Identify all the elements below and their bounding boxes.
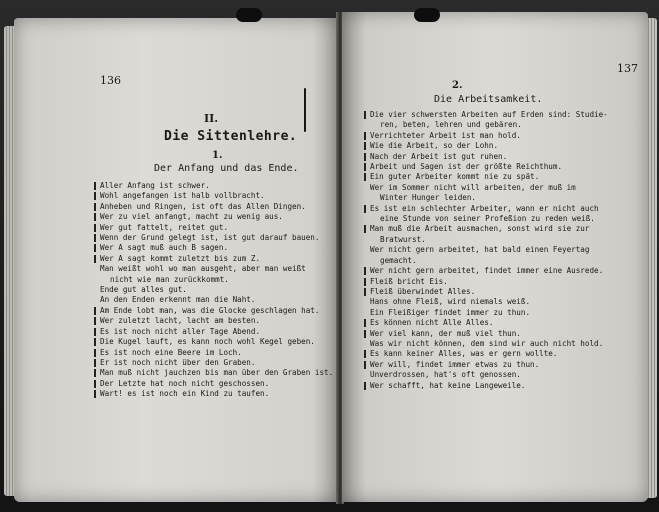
proverb-text: Wer gut fattelt, reitet gut. <box>100 222 229 232</box>
left-page <box>14 18 338 502</box>
margin-mark <box>94 255 96 263</box>
margin-mark <box>364 153 366 161</box>
proverb-line <box>100 254 333 264</box>
margin-mark <box>94 328 96 336</box>
margin-mark <box>364 267 366 275</box>
proverb-text: Wer nicht gern arbeitet, hat bald einen Feyertag <box>370 245 590 255</box>
proverb-line <box>370 381 608 391</box>
proverb-list-right <box>370 110 608 391</box>
right-page <box>342 12 648 502</box>
proverb-line <box>370 193 608 203</box>
proverb-line <box>370 131 608 141</box>
margin-mark <box>94 359 96 367</box>
margin-mark <box>94 234 96 242</box>
proverb-list-left <box>100 181 333 400</box>
proverb-text: Verrichteter Arbeit ist man hold. <box>370 130 521 140</box>
margin-mark <box>94 390 96 398</box>
proverb-line <box>370 172 608 182</box>
proverb-line <box>370 277 608 287</box>
margin-mark <box>94 349 96 357</box>
proverb-text: Fleiß überwindet Alles. <box>370 286 476 296</box>
proverb-text: Wenn der Grund gelegt ist, ist gut darauf bauen. <box>100 233 320 243</box>
proverb-line <box>100 389 333 399</box>
binding-clip-right <box>414 8 440 22</box>
proverb-text: Winter Hunger leiden. <box>380 193 477 203</box>
proverb-text: Wer zu viel anfangt, macht zu wenig aus. <box>100 212 283 222</box>
chapter-number: 2. <box>452 80 463 91</box>
proverb-text: Wer A sagt muß auch B sagen. <box>100 243 229 253</box>
proverb-text: Man muß nicht jauchzen bis man über den Graben ist. <box>100 368 334 378</box>
proverb-line <box>100 316 333 326</box>
proverb-text: Wer nicht gern arbeitet, findet immer eine Ausrede. <box>370 266 604 276</box>
proverb-line <box>100 233 333 243</box>
page-number-right: 137 <box>617 62 638 75</box>
margin-mark <box>94 203 96 211</box>
proverb-line <box>370 152 608 162</box>
proverb-text: Aller Anfang ist schwer. <box>100 181 210 190</box>
proverb-text: Es kann keiner Alles, was er gern wollte. <box>370 349 558 359</box>
section-number: II. <box>204 112 219 125</box>
chapter-title: Die Arbeitsamkeit. <box>434 94 543 105</box>
proverb-text: Unverdrossen, hat's oft genossen. <box>370 370 521 380</box>
proverb-text: Wer will, findet immer etwas zu thun. <box>370 359 540 369</box>
margin-mark <box>364 132 366 140</box>
proverb-text: Er ist noch nicht über den Graben. <box>100 357 256 367</box>
proverb-text: Die Kugel lauft, es kann noch wohl Kegel geben. <box>100 337 315 347</box>
proverb-text: Wer zuletzt lacht, lacht am besten. <box>100 316 261 326</box>
proverb-line <box>370 287 608 297</box>
margin-mark <box>94 192 96 200</box>
margin-mark <box>364 361 366 369</box>
margin-mark <box>364 173 366 181</box>
proverb-text: Es können nicht Alle Alles. <box>370 318 494 328</box>
proverb-text: Nach der Arbeit ist gut ruhen. <box>370 151 508 161</box>
proverb-text: ren, beten, lehren und gebären. <box>380 120 522 130</box>
proverb-line <box>100 358 333 368</box>
proverb-line <box>370 360 608 370</box>
proverb-text: Arbeit und Sagen ist der größte Reichthum. <box>370 162 563 172</box>
proverb-text: eine Stunde von seiner Profeßion zu reden weiß. <box>380 214 595 224</box>
margin-mark <box>94 380 96 388</box>
proverb-line <box>100 306 333 316</box>
proverb-line <box>370 120 608 130</box>
proverb-text: Es ist noch eine Beere im Loch. <box>100 347 242 357</box>
proverb-line <box>100 223 333 233</box>
proverb-line <box>370 339 608 349</box>
proverb-line <box>370 370 608 380</box>
proverb-text: Ein Fleißiger findet immer zu thun. <box>370 307 531 317</box>
proverb-line <box>100 327 333 337</box>
proverb-line <box>370 162 608 172</box>
proverb-text: Anheben und Ringen, ist oft das Allen Dingen. <box>100 201 306 211</box>
proverb-text: Wer im Sommer nicht will arbeiten, der muß im <box>370 182 576 192</box>
proverb-line <box>100 181 333 191</box>
proverb-line <box>370 141 608 151</box>
proverb-line <box>370 110 608 120</box>
margin-mark <box>364 350 366 358</box>
proverb-line <box>370 183 608 193</box>
margin-mark <box>364 330 366 338</box>
proverb-line <box>100 202 333 212</box>
binding-clip-left <box>236 8 262 22</box>
page-number-left: 136 <box>100 74 121 87</box>
proverb-text: nicht wie man zurückkommt. <box>110 274 229 284</box>
margin-mark <box>364 319 366 327</box>
proverb-line <box>370 297 608 307</box>
proverb-text: Wer viel kann, der muß viel thun. <box>370 328 521 338</box>
proverb-line <box>100 348 333 358</box>
proverb-line <box>100 285 333 295</box>
proverb-line <box>370 308 608 318</box>
proverb-line <box>100 243 333 253</box>
margin-mark <box>94 244 96 252</box>
margin-mark <box>94 369 96 377</box>
proverb-line <box>100 295 333 305</box>
margin-mark <box>364 288 366 296</box>
proverb-line <box>100 379 333 389</box>
proverb-line <box>100 275 333 285</box>
margin-mark <box>364 382 366 390</box>
proverb-text: Ende gut alles gut. <box>100 285 187 295</box>
proverb-line <box>370 266 608 276</box>
margin-mark <box>364 142 366 150</box>
proverb-line <box>100 264 333 274</box>
proverb-line <box>370 235 608 245</box>
proverb-line <box>100 337 333 347</box>
proverb-line <box>370 256 608 266</box>
proverb-line <box>370 204 608 214</box>
proverb-line <box>370 329 608 339</box>
proverb-text: Am Ende lobt man, was die Glocke geschlagen hat. <box>100 305 320 315</box>
proverb-line <box>100 191 333 201</box>
margin-mark <box>94 317 96 325</box>
margin-mark <box>94 224 96 232</box>
proverb-text: Es ist noch nicht aller Tage Abend. <box>100 326 261 336</box>
proverb-text: Was wir nicht können, dem sind wir auch nicht hold. <box>370 338 604 348</box>
proverb-text: Es ist ein schlechter Arbeiter, wann er nicht auch <box>370 203 599 213</box>
subsection-title: Der Anfang und das Ende. <box>154 163 299 174</box>
proverb-line <box>370 214 608 224</box>
proverb-line <box>100 368 333 378</box>
pencil-mark <box>304 88 306 132</box>
proverb-text: An den Enden erkennt man die Naht. <box>100 295 256 305</box>
margin-mark <box>364 163 366 171</box>
proverb-text: Wer schafft, hat keine Langeweile. <box>370 380 526 390</box>
proverb-text: Der Letzte hat noch nicht geschossen. <box>100 378 270 388</box>
proverb-line <box>370 318 608 328</box>
proverb-text: Wie die Arbeit, so der Lohn. <box>370 141 499 151</box>
proverb-line <box>100 212 333 222</box>
margin-mark <box>94 338 96 346</box>
margin-mark <box>364 225 366 233</box>
margin-mark <box>364 111 366 119</box>
proverb-line <box>370 349 608 359</box>
subsection-number: 1. <box>212 150 223 161</box>
proverb-text: Wer A sagt kommt zuletzt bis zum Z. <box>100 253 261 263</box>
proverb-text: Wohl angefangen ist halb vollbracht. <box>100 191 265 201</box>
proverb-text: Hans ohne Fleiß, wird niemals weiß. <box>370 297 531 307</box>
proverb-text: Fleiß bricht Eis. <box>370 276 448 286</box>
proverb-text: Die vier schwersten Arbeiten auf Erden sind: Studie- <box>370 110 608 119</box>
proverb-text: Man weißt wohl wo man ausgeht, aber man weißt <box>100 264 306 274</box>
proverb-text: Wart! es ist noch ein Kind zu taufen. <box>100 389 270 399</box>
margin-mark <box>364 278 366 286</box>
proverb-text: Bratwurst. <box>380 234 426 244</box>
margin-mark <box>364 205 366 213</box>
proverb-line <box>370 224 608 234</box>
margin-mark <box>94 182 96 190</box>
margin-mark <box>94 213 96 221</box>
margin-mark <box>94 307 96 315</box>
proverb-text: Man muß die Arbeit ausmachen, sonst wird sie zur <box>370 224 590 234</box>
section-title: Die Sittenlehre. <box>164 129 298 144</box>
proverb-text: Ein guter Arbeiter kommt nie zu spät. <box>370 172 540 182</box>
proverb-line <box>370 245 608 255</box>
proverb-text: gemacht. <box>380 255 417 265</box>
